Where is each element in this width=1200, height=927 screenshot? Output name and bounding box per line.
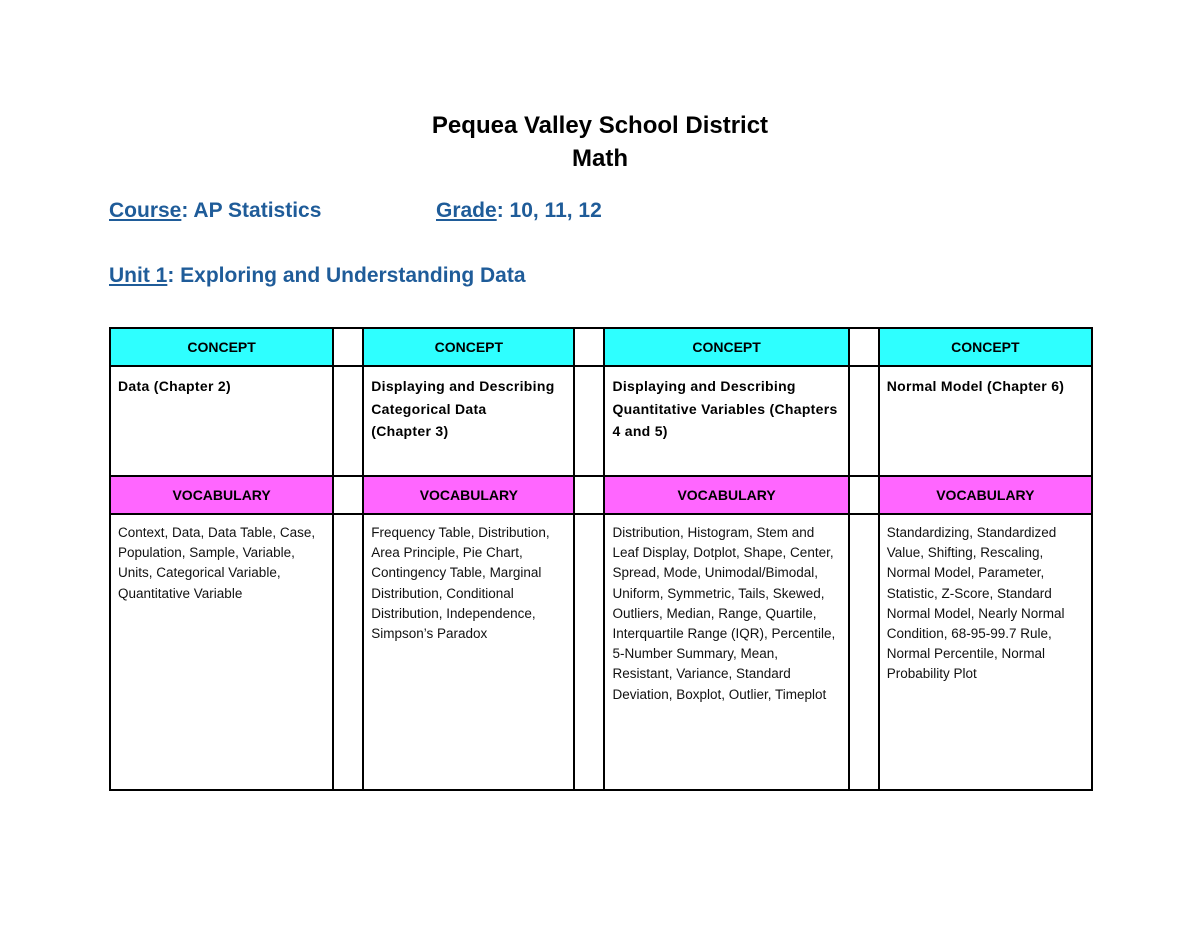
- concept-header: CONCEPT: [604, 328, 848, 366]
- course-value: : AP Statistics: [181, 199, 322, 222]
- vocab-cell: [363, 514, 574, 790]
- concept-header: CONCEPT: [879, 328, 1092, 366]
- unit-label: Unit 1: [109, 264, 168, 287]
- concept-row: [110, 366, 1092, 476]
- concept-line: Displaying and Describing Quantitative Variables (Chapters 4 and 5): [612, 378, 838, 439]
- spacer-cell: [333, 476, 363, 514]
- subject-title: Math: [572, 145, 628, 172]
- spacer-cell: [574, 514, 604, 790]
- grade-label: Grade: [436, 199, 497, 222]
- vocab-cell: [604, 514, 848, 790]
- unit-heading: [109, 264, 526, 288]
- unit-title: : Exploring and Understanding Data: [167, 264, 526, 287]
- grade-block: [436, 199, 602, 223]
- vocab-row: [110, 514, 1092, 790]
- spacer-cell: [574, 476, 604, 514]
- vocab-text: Context, Data, Data Table, Case, Population, Sample, Variable, Units, Categorical Variable, Quantitative Variable: [118, 525, 316, 601]
- concept-line: Data (Chapter 2): [118, 378, 231, 394]
- spacer-cell: [849, 328, 879, 366]
- vocab-text: Standardizing, Standardized Value, Shifting, Rescaling, Normal Model, Parameter, Statistic, Z-Score, Standard Normal Model, Nearly Normal Condition, 68-95-99.7 Rule, Normal Percentile, Normal Probability Plot: [886, 525, 1065, 682]
- concept-cell: [110, 366, 333, 476]
- spacer-cell: [574, 328, 604, 366]
- concept-line: Displaying and Describing Categorical Data: [371, 378, 555, 417]
- spacer-cell: [849, 366, 879, 476]
- course-line: [109, 199, 602, 223]
- grade-value: : 10, 11, 12: [496, 199, 602, 222]
- district-title: Pequea Valley School District: [431, 112, 769, 139]
- vocab-header: VOCABULARY: [363, 476, 574, 514]
- concept-text: [605, 367, 847, 443]
- spacer-cell: [849, 514, 879, 790]
- spacer-cell: [333, 328, 363, 366]
- curriculum-table: [109, 327, 1093, 791]
- concept-header: CONCEPT: [110, 328, 333, 366]
- vocab-text: Frequency Table, Distribution, Area Principle, Pie Chart, Contingency Table, Marginal Distribution, Conditional Distribution, Independence, Simpson’s Paradox: [371, 525, 550, 642]
- vocab-header: VOCABULARY: [879, 476, 1092, 514]
- concept-text: [880, 367, 1091, 398]
- course-label: Course: [109, 199, 182, 222]
- concept-header: CONCEPT: [363, 328, 574, 366]
- concept-line: Normal Model (Chapter 6): [886, 378, 1065, 394]
- spacer-cell: [849, 476, 879, 514]
- vocab-header-row: [110, 476, 1092, 514]
- concept-header-row: [110, 328, 1092, 366]
- vocab-header: VOCABULARY: [604, 476, 848, 514]
- concept-cell: [363, 366, 574, 476]
- vocab-header: VOCABULARY: [110, 476, 333, 514]
- vocab-cell: [110, 514, 333, 790]
- vocab-text: Distribution, Histogram, Stem and Leaf Display, Dotplot, Shape, Center, Spread, Mode, Unimodal/Bimodal, Uniform, Symmetric, Tails, Skewed, Outliers, Median, Range, Quartile, Interquartile Range (IQR), Percentile, 5-Number Summary, Mean, Resistant, Variance, Standard Deviation, Boxplot, Outlier, Timeplot: [612, 525, 836, 702]
- vocab-cell: [879, 514, 1092, 790]
- spacer-cell: [574, 366, 604, 476]
- spacer-cell: [333, 514, 363, 790]
- concept-line: (Chapter 3): [371, 423, 449, 439]
- concept-cell: [879, 366, 1092, 476]
- spacer-cell: [333, 366, 363, 476]
- concept-text: [111, 367, 332, 398]
- concept-text: [364, 367, 573, 443]
- concept-cell: [604, 366, 848, 476]
